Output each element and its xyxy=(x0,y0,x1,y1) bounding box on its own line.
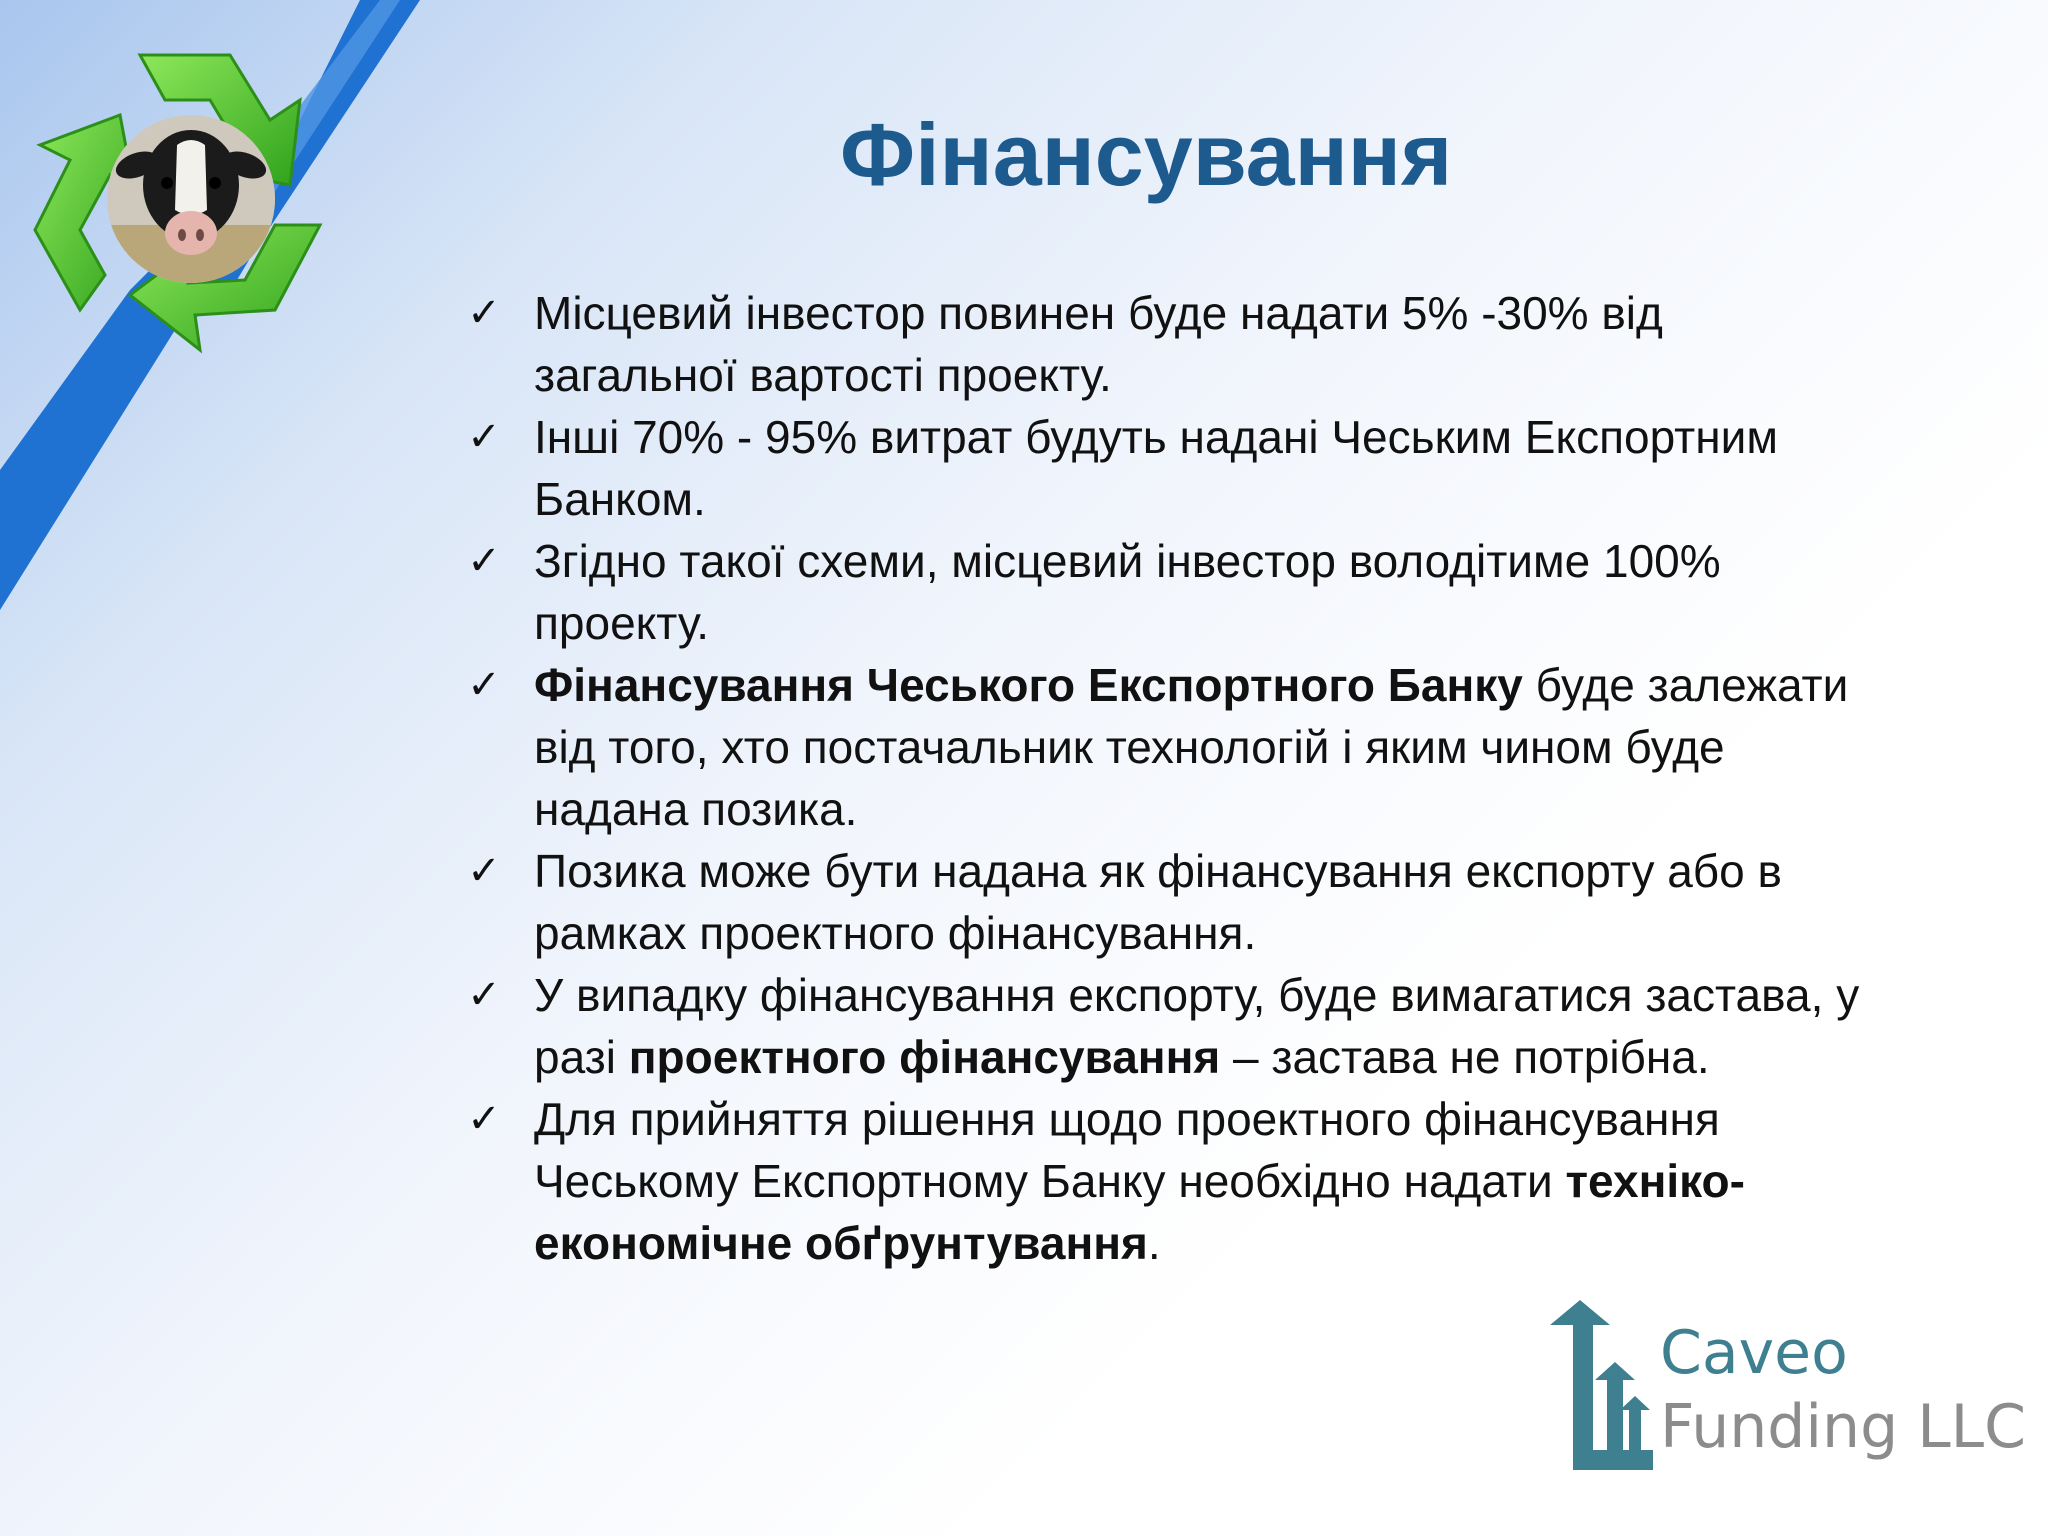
bullet-item xyxy=(464,1088,1864,1274)
bullet-item xyxy=(464,406,1864,530)
checkmark-icon: ✓ xyxy=(467,414,501,460)
bullet-item xyxy=(464,282,1864,406)
caveo-funding-logo xyxy=(1505,1280,2025,1490)
bullet-text: Для прийняття рішення щодо проектного фінансування Чеському Експортному Банку необхідно надати xyxy=(534,1093,1720,1207)
checkmark-icon: ✓ xyxy=(467,290,501,336)
bullet-item xyxy=(464,840,1864,964)
bullet-text-bold: проектного фінансування xyxy=(628,1031,1221,1083)
brand-name-line2: Funding LLC xyxy=(1660,1392,2026,1462)
bullet-item xyxy=(464,964,1864,1088)
arrows-up-icon xyxy=(1525,1300,1655,1470)
checkmark-icon: ✓ xyxy=(467,662,501,708)
bullet-text: буде залежати від того, хто постачальник технологій і яким чином буде надана позика. xyxy=(534,659,1849,835)
page-title: Фінансування xyxy=(840,105,1453,204)
bullet-text: . xyxy=(1147,1217,1161,1269)
cow-photo xyxy=(107,115,275,283)
bullet-text: Інші 70% - 95% витрат будуть надані Чеським Експортним Банком. xyxy=(534,411,1778,525)
bullet-text: Згідно такої схеми, місцевий інвестор володітиме 100% проекту. xyxy=(534,535,1721,649)
bullet-item xyxy=(464,530,1864,654)
checkmark-icon: ✓ xyxy=(467,972,501,1018)
checkmark-icon: ✓ xyxy=(467,538,501,584)
checkmark-icon: ✓ xyxy=(467,848,501,894)
bullet-text: Позика може бути надана як фінансування експорту або в рамках проектного фінансування. xyxy=(534,845,1782,959)
bullet-list xyxy=(464,282,1864,1274)
brand-name-line1: Caveo xyxy=(1660,1318,1848,1388)
bullet-text: Місцевий інвестор повинен буде надати 5% -30% від загальної вартості проекту. xyxy=(534,287,1663,401)
bullet-text-bold: Фінансування Чеського Експортного Банку xyxy=(534,659,1523,711)
bullet-text: – застава не потрібна. xyxy=(1220,1031,1710,1083)
bullet-text-bold: техніко-економічне обґрунтування xyxy=(534,1155,1745,1269)
bullet-item xyxy=(464,654,1864,840)
checkmark-icon: ✓ xyxy=(467,1096,501,1142)
bullet-text: У випадку фінансування експорту, буде вимагатися застава, у разі xyxy=(534,969,1860,1083)
